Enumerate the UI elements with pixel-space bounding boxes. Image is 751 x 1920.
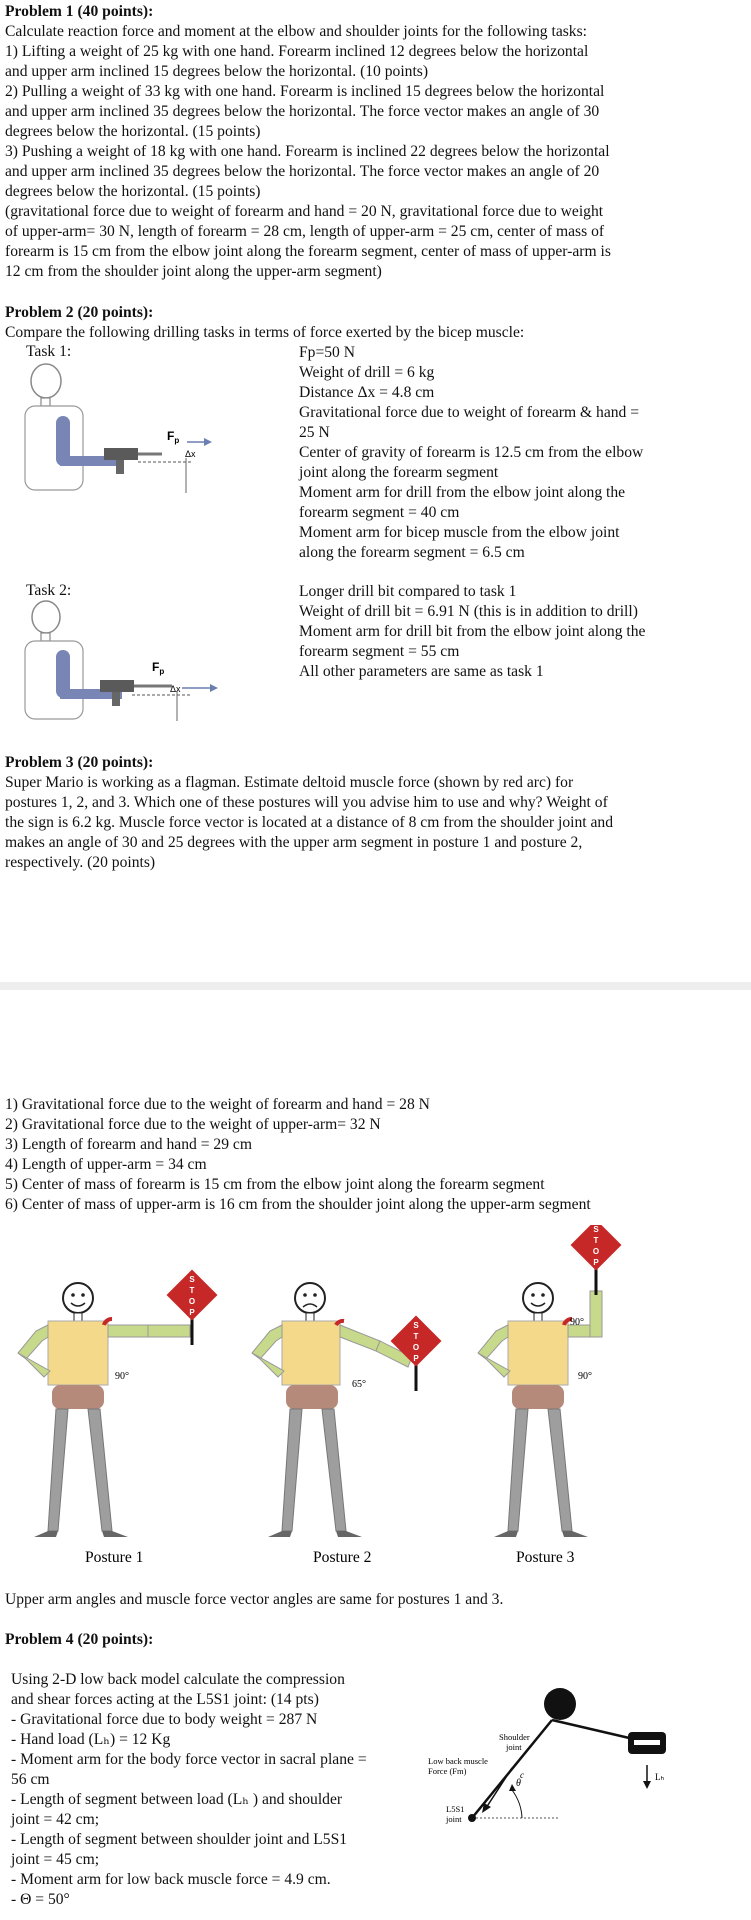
- text-line: and upper arm inclined 35 degrees below the horizontal. The force vector makes an angle of 30: [5, 103, 600, 120]
- posture-2-stop-letter: T: [413, 1332, 419, 1341]
- text-line: along the forearm segment = 6.5 cm: [299, 544, 525, 561]
- task-1-fp-label: $F_p$: [167, 429, 180, 445]
- task-2-fp-label: $F_p$: [152, 660, 165, 676]
- text-line: Moment arm for drill bit from the elbow joint along the: [299, 623, 646, 640]
- problem-1-section: [5, 2, 745, 282]
- text-line: 56 cm: [11, 1771, 50, 1788]
- text-line: Calculate reaction force and moment at the elbow and shoulder joints for the following tasks:: [5, 23, 588, 40]
- task-2-specs: [299, 582, 739, 682]
- text-line: 2) Pulling a weight of 33 kg with one hand. Forearm is inclined 15 degrees below the horizontal: [5, 83, 605, 100]
- page-divider: [0, 982, 751, 990]
- text-line: of upper-arm= 30 N, length of forearm = 28 cm, length of upper-arm = 25 cm, center of mass of: [5, 223, 605, 240]
- text-line: - Length of segment between load (Lₕ ) and shoulder: [11, 1791, 343, 1808]
- text-line: - Gravitational force due to body weight = 287 N: [11, 1711, 318, 1728]
- text-line: degrees below the horizontal. (15 points): [5, 183, 261, 200]
- theta-label: θ: [516, 1778, 521, 1789]
- text-line: Moment arm for drill from the elbow joint along the: [299, 484, 626, 501]
- task-1-specs: [299, 343, 739, 563]
- problem-2-intro: Compare the following drilling tasks in terms of force exerted by the bicep muscle:: [5, 324, 525, 341]
- text-line: 3) Length of forearm and hand = 29 cm: [5, 1136, 252, 1153]
- problem-4-section: [5, 1630, 745, 1650]
- shoulder-joint-label: Shoulder joint: [499, 1732, 530, 1752]
- posture-2-stop-letter: S: [413, 1321, 419, 1330]
- text-line: and upper arm inclined 15 degrees below the horizontal. (10 points): [5, 63, 429, 80]
- posture-3-stop-letter: P: [593, 1258, 599, 1267]
- text-line: Weight of drill bit = 6.91 N (this is in addition to drill): [299, 603, 638, 620]
- task-1-dx-label: Δx: [185, 449, 196, 459]
- text-line: 1) Lifting a weight of 25 kg with one hand. Forearm inclined 12 degrees below the horizontal: [5, 43, 589, 60]
- text-line: 5) Center of mass of forearm is 15 cm from the elbow joint along the forearm segment: [5, 1176, 545, 1193]
- posture-1-label: Posture 1: [85, 1549, 144, 1566]
- posture-1-angle-label: 90°: [115, 1371, 129, 1382]
- text-line: postures 1, 2, and 3. Which one of these postures will you advise him to use and why? Weight of: [5, 794, 608, 811]
- posture-3-figure: [478, 1225, 621, 1537]
- task-2-person: [25, 601, 122, 719]
- posture-1-stop-letter: S: [189, 1275, 195, 1284]
- hand-load-label: Lₕ: [655, 1772, 665, 1782]
- text-line: All other parameters are same as task 1: [299, 663, 544, 680]
- text-line: 3) Pushing a weight of 18 kg with one hand. Forearm is inclined 22 degrees below the horizontal: [5, 143, 610, 160]
- text-line: Moment arm for bicep muscle from the elbow joint: [299, 524, 620, 541]
- low-back-muscle-label: Low back muscle Force (Fm): [428, 1756, 488, 1776]
- text-line: 25 N: [299, 424, 330, 441]
- low-back-model-figure: [420, 1680, 751, 1840]
- text-line: joint along the forearm segment: [299, 464, 499, 481]
- problem-3-parameters: [5, 1095, 745, 1215]
- text-line: Distance Δx = 4.8 cm: [299, 384, 435, 401]
- text-line: joint = 45 cm;: [11, 1851, 100, 1868]
- text-line: - Moment arm for the body force vector in sacral plane =: [11, 1751, 367, 1768]
- text-line: makes an angle of 30 and 25 degrees with the upper arm segment in posture 1 and posture 2,: [5, 834, 583, 851]
- problem-4-title: Problem 4 (20 points):: [5, 1631, 154, 1648]
- text-line: 12 cm from the shoulder joint along the upper-arm segment): [5, 263, 382, 280]
- posture-1-stop-letter: T: [189, 1286, 195, 1295]
- problem-2-title: Problem 2 (20 points):: [5, 304, 154, 321]
- text-line: joint = 42 cm;: [11, 1811, 100, 1828]
- text-line: - Θ = 50°: [11, 1891, 70, 1908]
- posture-1-stop-letter: O: [188, 1297, 196, 1306]
- posture-3-angle-upper: 90°: [570, 1317, 584, 1328]
- problem-3-body: [5, 773, 745, 873]
- text-line: 6) Center of mass of upper-arm is 16 cm from the shoulder joint along the upper-arm segment: [5, 1196, 591, 1213]
- text-line: - Moment arm for low back muscle force = 4.9 cm.: [11, 1871, 331, 1888]
- problem-3-section: [5, 753, 745, 873]
- text-line: Gravitational force due to weight of forearm & hand =: [299, 404, 640, 421]
- task-1-drill-figure: [22, 358, 222, 493]
- text-line: 2) Gravitational force due to the weight of upper-arm= 32 N: [5, 1116, 381, 1133]
- posture-3-sign: [571, 1225, 622, 1295]
- text-line: Super Mario is working as a flagman. Estimate deltoid muscle force (shown by red arc) for: [5, 774, 574, 791]
- posture-2-stop-letter: O: [412, 1343, 420, 1352]
- c-label: c: [520, 1770, 524, 1780]
- posture-2-figure: [252, 1283, 441, 1537]
- posture-3-label: Posture 3: [516, 1549, 575, 1566]
- text-line: - Length of segment between shoulder joint and L5S1: [11, 1831, 348, 1848]
- l5s1-label: L5S1 joint: [446, 1804, 465, 1824]
- posture-3-stop-letter: T: [593, 1236, 599, 1245]
- head-shape: [544, 1688, 576, 1720]
- text-line: forearm segment = 40 cm: [299, 504, 460, 521]
- task-1-label: Task 1:: [26, 343, 72, 360]
- text-line: Weight of drill = 6 kg: [299, 364, 435, 381]
- posture-1-figure: [18, 1270, 217, 1537]
- text-line: the sign is 6.2 kg. Muscle force vector is located at a distance of 8 cm from the shoulder joint and: [5, 814, 613, 831]
- text-line: Fp=50 N: [299, 344, 356, 361]
- text-line: Center of gravity of forearm is 12.5 cm from the elbow: [299, 444, 644, 461]
- text-line: and upper arm inclined 35 degrees below the horizontal. The force vector makes an angle of 20: [5, 163, 600, 180]
- task-2-label: Task 2:: [26, 582, 72, 599]
- text-line: forearm segment = 55 cm: [299, 643, 460, 660]
- task-1-person: [25, 364, 124, 490]
- arm-segment: [552, 1720, 638, 1740]
- posture-2-angle-label: 65°: [352, 1379, 366, 1390]
- posture-3-stop-letter: O: [592, 1247, 600, 1256]
- task-2-drill-figure: [22, 596, 222, 721]
- posture-3-angle-lower: 90°: [578, 1371, 592, 1382]
- text-line: forearm is 15 cm from the elbow joint along the forearm segment, center of mass of upper-arm is: [5, 243, 611, 260]
- text-line: 4) Length of upper-arm = 34 cm: [5, 1156, 207, 1173]
- posture-3-stop-letter: S: [593, 1225, 599, 1234]
- problem-3-title: Problem 3 (20 points):: [5, 754, 154, 771]
- postures-figure: [0, 1225, 751, 1585]
- text-line: (gravitational force due to weight of forearm and hand = 20 N, gravitational force due to weight: [5, 203, 604, 220]
- problem-1-body: [5, 22, 745, 282]
- text-line: degrees below the horizontal. (15 points): [5, 123, 261, 140]
- problem-4-body: [11, 1670, 421, 1910]
- text-line: 1) Gravitational force due to the weight of forearm and hand = 28 N: [5, 1096, 430, 1113]
- text-line: Longer drill bit compared to task 1: [299, 583, 517, 600]
- posture-2-stop-letter: P: [413, 1354, 419, 1363]
- problem-3-note: Upper arm angles and muscle force vector angles are same for postures 1 and 3.: [5, 1591, 504, 1608]
- task-2-dx-label: Δx: [170, 684, 181, 694]
- l5s1-joint-marker: [468, 1814, 476, 1822]
- text-line: - Hand load (Lₕ) = 12 Kg: [11, 1731, 171, 1748]
- posture-1-stop-letter: P: [189, 1308, 195, 1317]
- text-line: respectively. (20 points): [5, 854, 156, 871]
- text-line: Using 2-D low back model calculate the compression: [11, 1671, 345, 1688]
- problem-2-section: [5, 303, 745, 343]
- posture-2-label: Posture 2: [313, 1549, 372, 1566]
- text-line: and shear forces acting at the L5S1 joint: (14 pts): [11, 1691, 319, 1708]
- problem-1-title: Problem 1 (40 points):: [5, 3, 154, 20]
